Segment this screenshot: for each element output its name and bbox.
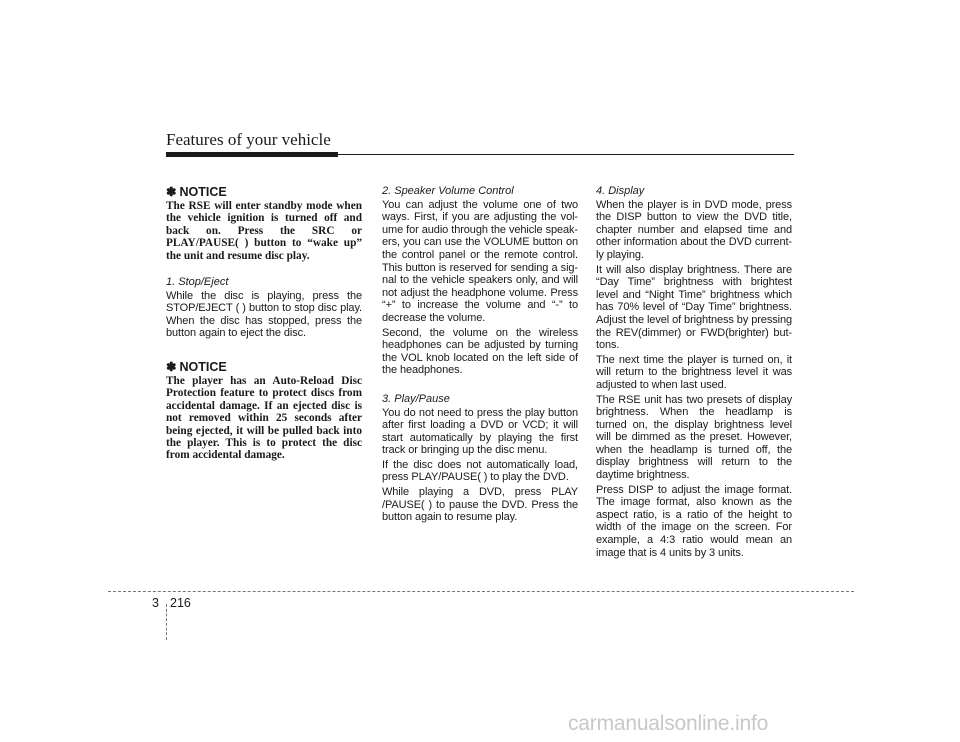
display-paragraph-4: The RSE unit has two presets of display brightness. When the headlamp is turned on, the display brightness level will be dimmed as the preset. However, when the headlamp is turned off, the display brightness will return to the daytime brightness. [596, 393, 792, 482]
footer-vertical-divider [166, 604, 167, 640]
column-left [166, 185, 362, 462]
notice-heading-text: NOTICE [179, 185, 227, 199]
play-paragraph-2: If the disc does not automatically load, press PLAY/PAUSE( ) to play the DVD. [382, 458, 578, 484]
spacer [166, 262, 362, 276]
column-right [596, 185, 792, 561]
stop-eject-paragraph: While the disc is playing, press the STOP/EJECT ( ) button to stop disc play. When the disc has stopped, press the button again to eject the disc. [166, 289, 362, 340]
speaker-paragraph-1: You can adjust the volume one of two ways. First, if you are adjusting the vol-ume for audio through the vehicle speak-ers, you can use the VOLUME button on the control panel or the remote control. This button is reserved for sending a sig-nal to the vehicle speakers only, and will not adjust the headphone volume. Press “+” to increase the volume and “-” to decrease the volume. [382, 198, 578, 324]
column-middle [382, 185, 578, 526]
display-paragraph-5: Press DISP to adjust the image format. The image format, also known as the aspect ratio, is a ratio of the height to width of the image on the screen. For example, a 4:3 ratio would mean an image that is 4 units by 3 units. [596, 483, 792, 559]
footer-divider [108, 591, 854, 592]
notice-heading-text: NOTICE [179, 360, 227, 374]
notice-body: The RSE will enter standby mode when the vehicle ignition is turned off and back on. Press the SRC or PLAY/PAUSE( ) button to “wake up” the unit and resume disc play. [166, 200, 362, 262]
spacer [166, 342, 362, 360]
display-paragraph-2: It will also display brightness. There are “Day Time” brightness with brightest level and “Night Time” brightness which has 70% level of “Day Time” brightness. Adjust the level of brightness by pressing the REV(dimmer) or FWD(brighter) but-tons. [596, 263, 792, 352]
page-number: 216 [170, 596, 191, 610]
spacer [382, 379, 578, 393]
section-heading-speaker-volume: 2. Speaker Volume Control [382, 185, 514, 197]
play-paragraph-1: You do not need to press the play button after first loading a DVD or VCD; it will start automatically by playing the first track or bringing up the disc menu. [382, 406, 578, 457]
notice-heading [166, 185, 362, 199]
display-paragraph-1: When the player is in DVD mode, press the DISP button to view the DVD title, chapter number and elapsed time and other information about the DVD current-ly playing. [596, 198, 792, 261]
notice-mark-icon: ✽ [166, 185, 177, 199]
notice-body: The player has an Auto-Reload Disc Protection feature to protect discs from accidental damage. If an ejected disc is not removed within 25 seconds after being ejected, it will be pulled back into the player. This is to protect the disc from accidental damage. [166, 375, 362, 462]
chapter-number: 3 [152, 596, 159, 610]
notice-mark-icon: ✽ [166, 360, 177, 374]
speaker-paragraph-2: Second, the volume on the wireless headphones can be adjusted by turning the VOL knob located on the left side of the headphones. [382, 326, 578, 377]
play-paragraph-3: While playing a DVD, press PLAY /PAUSE( ) to pause the DVD. Press the button again to resume play. [382, 486, 578, 524]
section-heading-play-pause: 3. Play/Pause [382, 392, 450, 405]
header-rule-thin [338, 154, 794, 155]
watermark-text: carmanualsonline.info [568, 712, 769, 735]
display-paragraph-3: The next time the player is turned on, it will return to the brightness level it was adjusted to when last used. [596, 353, 792, 391]
section-heading-stop-eject: 1. Stop/Eject [166, 276, 229, 289]
notice-heading [166, 360, 362, 374]
header-rule-thick [166, 152, 338, 157]
section-heading-display: 4. Display [596, 185, 645, 197]
page-header-title: Features of your vehicle [166, 130, 331, 149]
